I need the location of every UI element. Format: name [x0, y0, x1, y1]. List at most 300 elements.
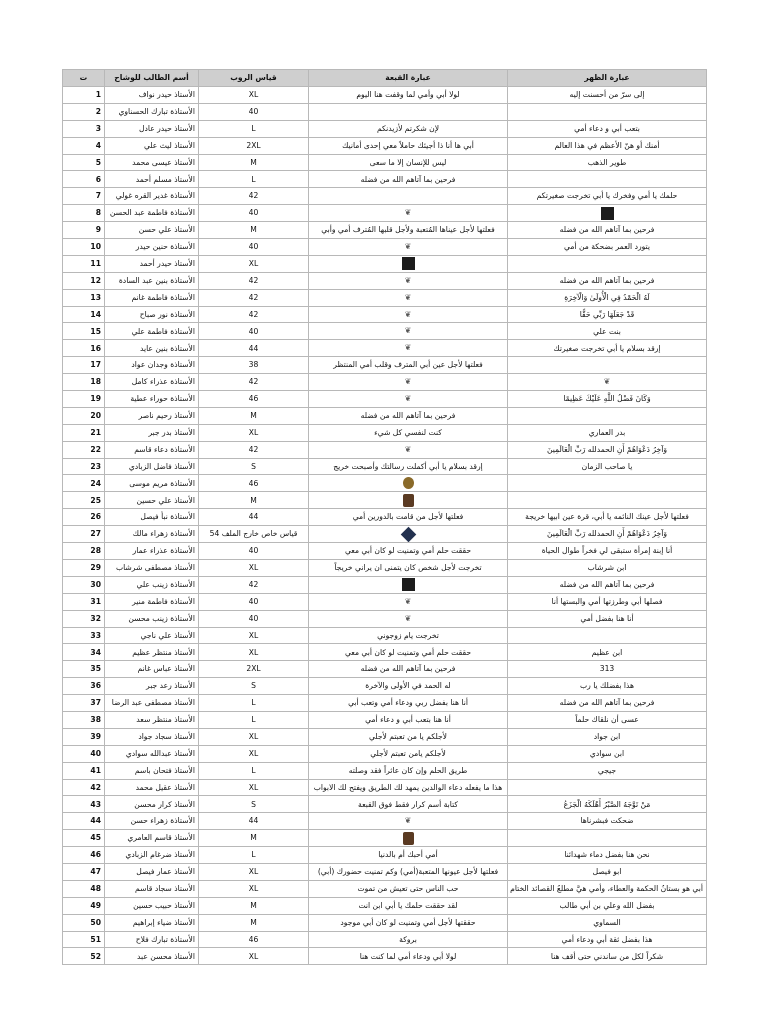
cell-front-phrase[interactable]: [508, 728, 707, 745]
cell-front-phrase[interactable]: [508, 222, 707, 239]
cell-front-phrase[interactable]: [508, 255, 707, 272]
cell-size[interactable]: [199, 475, 309, 492]
cell-size-text: M: [250, 917, 257, 927]
cell-name-text: الأستاذ حيدر عادل: [138, 123, 195, 133]
cell-name[interactable]: [105, 458, 199, 475]
cell-back-phrase[interactable]: [309, 863, 508, 880]
cell-name[interactable]: [105, 391, 199, 408]
cell-name[interactable]: [105, 306, 199, 323]
cell-back-phrase[interactable]: [309, 948, 508, 965]
cell-name[interactable]: [105, 830, 199, 847]
cell-back-phrase[interactable]: [309, 931, 508, 948]
cell-front-phrase[interactable]: [508, 205, 707, 222]
cell-name[interactable]: [105, 323, 199, 340]
cell-back-phrase[interactable]: [309, 120, 508, 137]
cell-size[interactable]: [199, 374, 309, 391]
cell-name-text: الأستاذة فاطمة غانم: [131, 292, 195, 302]
cell-num[interactable]: [63, 813, 105, 830]
cell-front-phrase[interactable]: [508, 644, 707, 661]
cell-back-phrase[interactable]: [309, 323, 508, 340]
cell-num[interactable]: [63, 728, 105, 745]
cell-size[interactable]: [199, 779, 309, 796]
cell-name[interactable]: [105, 931, 199, 948]
cell-num-text: 28: [90, 546, 101, 556]
cell-front-phrase[interactable]: [508, 948, 707, 965]
cell-front-phrase[interactable]: [508, 745, 707, 762]
cell-size[interactable]: [199, 813, 309, 830]
cell-back-phrase[interactable]: [309, 627, 508, 644]
cell-back-phrase[interactable]: [309, 847, 508, 864]
portrait-image-icon: [403, 494, 414, 507]
cell-back-phrase[interactable]: [309, 779, 508, 796]
cell-name-text: الأستاذ منتظر عظيم: [132, 647, 195, 657]
cell-name[interactable]: [105, 728, 199, 745]
cell-size[interactable]: [199, 458, 309, 475]
cell-back-phrase[interactable]: [309, 644, 508, 661]
cell-size[interactable]: [199, 272, 309, 289]
cell-size[interactable]: [199, 255, 309, 272]
cell-name[interactable]: [105, 509, 199, 526]
cell-num[interactable]: [63, 863, 105, 880]
cell-num[interactable]: [63, 678, 105, 695]
cell-back-phrase[interactable]: [309, 813, 508, 830]
cell-num[interactable]: [63, 441, 105, 458]
cell-front-phrase[interactable]: [508, 171, 707, 188]
cell-num[interactable]: [63, 576, 105, 593]
cell-num[interactable]: [63, 306, 105, 323]
cell-name[interactable]: [105, 188, 199, 205]
cell-size[interactable]: [199, 678, 309, 695]
cell-back-phrase[interactable]: [309, 171, 508, 188]
cell-size[interactable]: [199, 120, 309, 137]
cell-front-phrase[interactable]: [508, 509, 707, 526]
cell-front-phrase[interactable]: [508, 695, 707, 712]
cell-name-text: الأستاذ سجاد قاسم: [135, 884, 195, 893]
cell-num[interactable]: [63, 559, 105, 576]
cell-num[interactable]: [63, 931, 105, 948]
cell-front-phrase[interactable]: [508, 711, 707, 728]
cell-name-text: الأستاذ ضرغام الزبادي: [125, 850, 195, 860]
cell-back-phrase[interactable]: [309, 678, 508, 695]
cell-name[interactable]: [105, 948, 199, 965]
cell-name[interactable]: [105, 424, 199, 441]
cell-num[interactable]: [63, 120, 105, 137]
cell-num[interactable]: [63, 154, 105, 171]
cell-num-text: 20: [90, 411, 101, 421]
cell-name[interactable]: [105, 627, 199, 644]
cell-num[interactable]: [63, 796, 105, 813]
cell-back-phrase[interactable]: [309, 255, 508, 272]
cell-size[interactable]: [199, 543, 309, 560]
cell-name[interactable]: [105, 357, 199, 374]
cell-num[interactable]: [63, 695, 105, 712]
cell-name[interactable]: [105, 289, 199, 306]
cell-front-phrase[interactable]: [508, 103, 707, 120]
cell-num[interactable]: [63, 272, 105, 289]
cell-back-phrase[interactable]: [309, 306, 508, 323]
cell-front-phrase[interactable]: [508, 87, 707, 104]
cell-size[interactable]: [199, 593, 309, 610]
cell-num[interactable]: [63, 323, 105, 340]
cell-size[interactable]: [199, 526, 309, 543]
cell-front-phrase[interactable]: [508, 661, 707, 678]
cell-name[interactable]: [105, 222, 199, 239]
cell-front-phrase[interactable]: [508, 458, 707, 475]
cell-size-text: 40: [248, 107, 259, 117]
cell-num[interactable]: [63, 458, 105, 475]
cell-name[interactable]: [105, 593, 199, 610]
cell-back-phrase[interactable]: [309, 559, 508, 576]
cell-num[interactable]: [63, 610, 105, 627]
cell-num[interactable]: [63, 492, 105, 509]
cell-num[interactable]: [63, 897, 105, 914]
cell-back-phrase[interactable]: [309, 475, 508, 492]
cell-size[interactable]: [199, 239, 309, 256]
cell-name[interactable]: [105, 137, 199, 154]
cell-back-phrase[interactable]: [309, 103, 508, 120]
cell-back-phrase[interactable]: [309, 154, 508, 171]
cell-front-phrase[interactable]: [508, 188, 707, 205]
cell-name[interactable]: [105, 492, 199, 509]
cell-name[interactable]: [105, 610, 199, 627]
cell-name[interactable]: [105, 880, 199, 897]
cell-front-phrase[interactable]: [508, 120, 707, 137]
cell-back-phrase[interactable]: [309, 272, 508, 289]
cell-back-phrase[interactable]: [309, 137, 508, 154]
cell-name[interactable]: [105, 543, 199, 560]
cell-num[interactable]: [63, 407, 105, 424]
cell-num[interactable]: [63, 593, 105, 610]
cell-front-phrase[interactable]: [508, 847, 707, 864]
cell-size[interactable]: [199, 441, 309, 458]
cell-num[interactable]: [63, 762, 105, 779]
cell-size[interactable]: [199, 661, 309, 678]
cell-name-text: الأستاذة نور صباح: [139, 309, 195, 319]
cell-back-phrase[interactable]: [309, 796, 508, 813]
cell-back-phrase[interactable]: [309, 762, 508, 779]
header-size[interactable]: قياس الروب: [199, 70, 309, 87]
cell-name[interactable]: [105, 863, 199, 880]
table-row: [63, 526, 707, 543]
cell-name[interactable]: [105, 695, 199, 712]
cell-size[interactable]: [199, 695, 309, 712]
cell-size-text: XL: [248, 90, 259, 100]
cell-front-phrase-text: بفضل الله وعلي بن أبي طالب: [559, 900, 655, 910]
cell-num[interactable]: [63, 830, 105, 847]
cell-back-phrase[interactable]: [309, 357, 508, 374]
header-front-phrase[interactable]: عبارة الظهر: [508, 70, 707, 87]
cell-size[interactable]: [199, 137, 309, 154]
cell-back-phrase[interactable]: [309, 492, 508, 509]
cell-num-text: 2: [95, 107, 101, 117]
cell-num[interactable]: [63, 509, 105, 526]
cell-front-phrase[interactable]: [508, 880, 707, 897]
cell-num-text: 50: [90, 917, 101, 927]
cell-name[interactable]: [105, 711, 199, 728]
header-back-phrase[interactable]: عبارة القبعة: [309, 70, 508, 87]
cell-size-text: XL: [248, 884, 259, 893]
cell-num[interactable]: [63, 188, 105, 205]
cell-front-phrase[interactable]: [508, 678, 707, 695]
cell-front-phrase[interactable]: [508, 526, 707, 543]
cell-front-phrase[interactable]: [508, 559, 707, 576]
cell-back-phrase[interactable]: [309, 830, 508, 847]
cell-name[interactable]: [105, 441, 199, 458]
cell-back-phrase[interactable]: [309, 458, 508, 475]
cell-name[interactable]: [105, 644, 199, 661]
cell-num[interactable]: [63, 374, 105, 391]
cell-size[interactable]: [199, 171, 309, 188]
table-row: [63, 678, 707, 695]
cell-size-text: XL: [248, 731, 259, 741]
cell-name[interactable]: [105, 779, 199, 796]
cell-size[interactable]: [199, 796, 309, 813]
cell-size[interactable]: [199, 610, 309, 627]
cell-size[interactable]: [199, 340, 309, 357]
cell-back-phrase-text: كنت لنفسي كل شيء: [374, 427, 442, 437]
cell-size[interactable]: [199, 762, 309, 779]
cell-front-phrase[interactable]: [508, 475, 707, 492]
cell-size[interactable]: [199, 863, 309, 880]
cell-num[interactable]: [63, 205, 105, 222]
cell-num[interactable]: [63, 644, 105, 661]
cell-back-phrase[interactable]: [309, 188, 508, 205]
cell-num[interactable]: [63, 914, 105, 931]
cell-front-phrase[interactable]: [508, 357, 707, 374]
cell-num[interactable]: [63, 948, 105, 965]
cell-front-phrase[interactable]: [508, 441, 707, 458]
cell-front-phrase[interactable]: [508, 306, 707, 323]
cell-front-phrase[interactable]: [508, 627, 707, 644]
cell-size-text: M: [250, 157, 257, 167]
cell-size[interactable]: [199, 644, 309, 661]
cell-front-phrase-text: شكراً لكل من ساندني حتى أقف هنا: [550, 951, 664, 961]
cell-back-phrase[interactable]: [309, 424, 508, 441]
header-name[interactable]: أسم الطالب للوشاح: [105, 70, 199, 87]
cell-front-phrase[interactable]: [508, 813, 707, 830]
cell-name[interactable]: [105, 171, 199, 188]
cell-front-phrase[interactable]: [508, 154, 707, 171]
cell-front-phrase[interactable]: [508, 492, 707, 509]
cell-name[interactable]: [105, 340, 199, 357]
cell-name[interactable]: [105, 526, 199, 543]
cell-size[interactable]: [199, 188, 309, 205]
cell-name[interactable]: [105, 914, 199, 931]
cell-size-text: 42: [248, 579, 259, 589]
cell-front-phrase-text: فرحين بما آتاهم الله من فضله: [559, 579, 655, 589]
cell-size[interactable]: [199, 711, 309, 728]
cell-back-phrase[interactable]: [309, 407, 508, 424]
table-row: [63, 407, 707, 424]
cell-name[interactable]: [105, 87, 199, 104]
cell-front-phrase[interactable]: [508, 914, 707, 931]
cell-front-phrase[interactable]: [508, 762, 707, 779]
cell-front-phrase[interactable]: [508, 779, 707, 796]
cell-size[interactable]: [199, 424, 309, 441]
cell-back-phrase[interactable]: [309, 441, 508, 458]
cell-size[interactable]: [199, 728, 309, 745]
cell-num[interactable]: [63, 289, 105, 306]
cell-num[interactable]: [63, 661, 105, 678]
cell-back-phrase[interactable]: [309, 222, 508, 239]
cell-num[interactable]: [63, 745, 105, 762]
cell-back-phrase[interactable]: [309, 391, 508, 408]
cell-size-text: XL: [248, 951, 259, 961]
cell-size[interactable]: [199, 509, 309, 526]
cell-back-phrase[interactable]: [309, 87, 508, 104]
cell-back-phrase[interactable]: [309, 880, 508, 897]
calligraphy-image-icon: ❦: [404, 208, 412, 218]
cell-num[interactable]: [63, 526, 105, 543]
cell-size[interactable]: [199, 407, 309, 424]
cell-front-phrase[interactable]: [508, 610, 707, 627]
cell-back-phrase[interactable]: [309, 340, 508, 357]
cell-front-phrase[interactable]: [508, 830, 707, 847]
cell-size[interactable]: [199, 323, 309, 340]
cell-num[interactable]: [63, 171, 105, 188]
cell-front-phrase[interactable]: [508, 543, 707, 560]
cell-back-phrase[interactable]: [309, 711, 508, 728]
cell-size[interactable]: [199, 948, 309, 965]
cell-size[interactable]: [199, 576, 309, 593]
cell-name[interactable]: [105, 103, 199, 120]
cell-name[interactable]: [105, 255, 199, 272]
cell-name[interactable]: [105, 120, 199, 137]
cell-size[interactable]: [199, 103, 309, 120]
cell-back-phrase[interactable]: [309, 610, 508, 627]
cell-num[interactable]: [63, 475, 105, 492]
cell-num[interactable]: [63, 779, 105, 796]
cell-name[interactable]: [105, 205, 199, 222]
cell-name-text: الأستاذ مسلم أحمد: [135, 174, 195, 184]
cell-front-phrase[interactable]: [508, 272, 707, 289]
cell-front-phrase[interactable]: [508, 897, 707, 914]
cell-back-phrase[interactable]: [309, 728, 508, 745]
cell-name[interactable]: [105, 678, 199, 695]
cell-front-phrase-text: ابن عظيم: [591, 647, 623, 657]
cell-name[interactable]: [105, 374, 199, 391]
cell-size[interactable]: [199, 306, 309, 323]
cell-size[interactable]: [199, 357, 309, 374]
cell-size[interactable]: [199, 289, 309, 306]
cell-front-phrase[interactable]: [508, 863, 707, 880]
cell-front-phrase[interactable]: [508, 796, 707, 813]
cell-front-phrase[interactable]: [508, 374, 707, 391]
cell-size[interactable]: [199, 897, 309, 914]
cell-size[interactable]: [199, 559, 309, 576]
cell-size[interactable]: [199, 222, 309, 239]
cell-name[interactable]: [105, 576, 199, 593]
cell-num[interactable]: [63, 847, 105, 864]
cell-num[interactable]: [63, 137, 105, 154]
cell-name[interactable]: [105, 813, 199, 830]
cell-num[interactable]: [63, 880, 105, 897]
header-num[interactable]: ت: [63, 70, 105, 87]
cell-front-phrase[interactable]: [508, 407, 707, 424]
cell-back-phrase[interactable]: [309, 543, 508, 560]
cell-back-phrase[interactable]: [309, 593, 508, 610]
cell-num[interactable]: [63, 239, 105, 256]
cell-size[interactable]: [199, 391, 309, 408]
cell-num[interactable]: [63, 711, 105, 728]
cell-size[interactable]: [199, 914, 309, 931]
cell-name[interactable]: [105, 847, 199, 864]
cell-name[interactable]: [105, 475, 199, 492]
cell-back-phrase[interactable]: [309, 239, 508, 256]
cell-back-phrase-text: بروكة: [399, 934, 417, 944]
cell-num[interactable]: [63, 255, 105, 272]
cell-name[interactable]: [105, 272, 199, 289]
cell-front-phrase[interactable]: [508, 424, 707, 441]
cell-num-text: 13: [90, 292, 101, 302]
table-row: [63, 306, 707, 323]
cell-size[interactable]: [199, 205, 309, 222]
cell-name[interactable]: [105, 745, 199, 762]
cell-back-phrase[interactable]: [309, 374, 508, 391]
cell-name[interactable]: [105, 154, 199, 171]
cell-size[interactable]: [199, 880, 309, 897]
cell-num[interactable]: [63, 103, 105, 120]
cell-front-phrase[interactable]: [508, 576, 707, 593]
calligraphy-image-icon: ❦: [404, 343, 412, 353]
cell-size[interactable]: [199, 154, 309, 171]
cell-back-phrase[interactable]: [309, 897, 508, 914]
cell-name[interactable]: [105, 407, 199, 424]
cell-size[interactable]: [199, 492, 309, 509]
cell-front-phrase[interactable]: [508, 239, 707, 256]
cell-size[interactable]: [199, 830, 309, 847]
cell-back-phrase[interactable]: [309, 745, 508, 762]
cell-size[interactable]: [199, 627, 309, 644]
cell-front-phrase[interactable]: [508, 593, 707, 610]
cell-back-phrase[interactable]: [309, 914, 508, 931]
cell-name[interactable]: [105, 239, 199, 256]
cell-back-phrase[interactable]: [309, 695, 508, 712]
cell-num[interactable]: [63, 222, 105, 239]
cell-size[interactable]: [199, 931, 309, 948]
cell-num[interactable]: [63, 627, 105, 644]
cell-num[interactable]: [63, 340, 105, 357]
cell-size[interactable]: [199, 87, 309, 104]
cell-num[interactable]: [63, 424, 105, 441]
cell-back-phrase[interactable]: [309, 576, 508, 593]
cell-front-phrase[interactable]: [508, 340, 707, 357]
cell-back-phrase[interactable]: [309, 289, 508, 306]
cell-front-phrase[interactable]: [508, 391, 707, 408]
cell-back-phrase[interactable]: [309, 526, 508, 543]
cell-num[interactable]: [63, 391, 105, 408]
cell-size[interactable]: [199, 847, 309, 864]
cell-front-phrase[interactable]: [508, 931, 707, 948]
cell-name[interactable]: [105, 796, 199, 813]
cell-back-phrase-text: فرحين بما آتاهم الله من فضله: [360, 411, 456, 421]
cell-front-phrase[interactable]: [508, 289, 707, 306]
cell-front-phrase[interactable]: [508, 323, 707, 340]
cell-name[interactable]: [105, 661, 199, 678]
cell-num[interactable]: [63, 87, 105, 104]
cell-num[interactable]: [63, 357, 105, 374]
cell-size[interactable]: [199, 745, 309, 762]
cell-back-phrase[interactable]: [309, 661, 508, 678]
cell-num[interactable]: [63, 543, 105, 560]
cell-front-phrase[interactable]: [508, 137, 707, 154]
cell-name[interactable]: [105, 559, 199, 576]
calligraphy-image-icon: ❦: [404, 275, 412, 285]
cell-name[interactable]: [105, 762, 199, 779]
cell-back-phrase[interactable]: [309, 205, 508, 222]
cell-back-phrase[interactable]: [309, 509, 508, 526]
cell-name[interactable]: [105, 897, 199, 914]
